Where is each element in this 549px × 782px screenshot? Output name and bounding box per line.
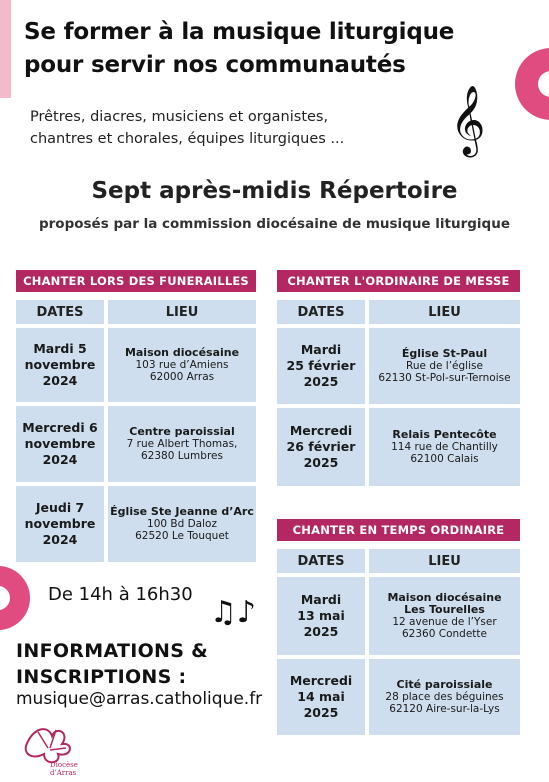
date-day: Mardi [300,592,342,607]
audience-line-2: chantres et chorales, équipes liturgiques ... [30,131,345,147]
place-cell [369,659,520,735]
page-title [24,16,514,82]
decorative-pink-bar [0,0,11,98]
logo-text-1: Diocèse [50,761,78,769]
date-year: 2024 [42,452,78,467]
place-name: Maison diocésaine [124,346,240,359]
column-header-dates: DATES [277,300,365,324]
place-city: 62520 Le Touquet [135,530,229,542]
title-line-1: Se former à la musique liturgique [24,19,455,45]
column-header-dates: DATES [16,300,104,324]
table-row [277,577,520,655]
date-day: Mercredi [289,673,353,688]
place-city: 62120 Aire-sur-la-Lys [389,703,500,715]
date-year: 2025 [303,374,339,389]
place-name: Cité paroissiale [396,678,493,691]
schedule-table [12,296,260,566]
session-hours: De 14h à 16h30 [48,584,193,605]
table-row [277,328,520,404]
place-name: Maison diocésaine [387,591,502,604]
decorative-ring-right [515,48,549,120]
place-city: 62000 Arras [149,371,215,383]
place-city: 62380 Lumbres [141,450,223,462]
table-row [16,406,256,482]
place-name-2: Les Tourelles [404,603,485,616]
audience-text [30,106,430,150]
place-cell [108,486,256,562]
contact-email[interactable]: musique@arras.catholique.fr [16,689,263,709]
column-header-dates: DATES [277,549,365,573]
column-header-lieu: LIEU [108,300,256,324]
date-day: Mardi 5 [33,341,87,356]
place-city: 62360 Condette [402,628,487,640]
date-month: novembre [24,516,96,531]
section-funerailles [16,270,256,566]
section-title: CHANTER LORS DES FUNERAILLES [16,270,256,292]
date-cell [277,577,365,655]
place-cell [369,408,520,486]
place-street: 28 place des béguines [385,691,504,703]
date-month: novembre [24,357,96,372]
place-city: 62100 Calais [410,453,479,465]
audience-line-1: Prêtres, diacres, musiciens et organistes, [30,109,329,125]
place-street: 12 avenue de l’Yser [392,616,497,628]
date-year: 2024 [42,373,78,388]
diocese-logo-mark [18,718,98,778]
place-cell [108,406,256,482]
date-month: 14 mai [297,689,345,704]
diocese-logo [18,718,98,778]
info-line-1: INFORMATIONS & [16,640,209,662]
place-street: 114 rue de Chantilly [391,441,498,453]
info-line-2: INSCRIPTIONS : [16,666,187,688]
place-street: Rue de l’église [406,360,483,372]
date-year: 2025 [303,705,339,720]
column-header-lieu: LIEU [369,549,520,573]
date-month: 25 février [286,358,356,373]
date-month: novembre [24,436,96,451]
schedule-table [273,296,524,490]
date-day: Jeudi 7 [35,500,85,515]
place-name: Église St-Paul [401,347,488,360]
date-cell [277,408,365,486]
music-notes-icon: ♫♪ [210,595,257,630]
date-day: Mercredi [289,423,353,438]
schedule-table [273,545,524,739]
date-year: 2025 [303,624,339,639]
place-cell [108,328,256,402]
section-title: CHANTER EN TEMPS ORDINAIRE [277,519,520,541]
table-row [16,328,256,402]
treble-clef-icon: 𝄞 [450,85,486,155]
place-street: 100 Bd Daloz [147,518,217,530]
date-day: Mercredi 6 [22,420,98,435]
place-city: 62130 St-Pol-sur-Ternoise [378,372,511,384]
place-cell [369,577,520,655]
logo-text-2: d’Arras [50,769,77,777]
date-cell [16,486,104,562]
table-row [16,486,256,562]
date-cell [277,659,365,735]
place-name: Relais Pentecôte [392,428,497,441]
table-row [277,408,520,486]
date-month: 13 mai [297,608,345,623]
place-name: Centre paroissial [129,425,235,438]
date-month: 26 février [286,439,356,454]
column-header-lieu: LIEU [369,300,520,324]
place-cell [369,328,520,404]
decorative-ring-left [0,566,30,630]
place-street: 7 rue Albert Thomas, [126,438,238,450]
date-cell [277,328,365,404]
date-cell [16,406,104,482]
event-subheading: proposés par la commission diocésaine de musique liturgique [38,216,510,232]
title-line-2: pour servir nos communautés [24,52,406,78]
section-temps-ordinaire [277,519,520,739]
section-title: CHANTER L'ORDINAIRE DE MESSE [277,270,520,292]
date-day: Mardi [300,342,342,357]
table-row [277,659,520,735]
date-year: 2025 [303,455,339,470]
place-street: 103 rue d’Amiens [135,359,229,371]
section-ordinaire-messe [277,270,520,490]
place-name: Église Ste Jeanne d’Arc [110,505,254,518]
event-heading: Sept après-midis Répertoire [91,178,458,204]
date-year: 2024 [42,532,78,547]
date-cell [16,328,104,402]
info-heading [16,638,208,690]
